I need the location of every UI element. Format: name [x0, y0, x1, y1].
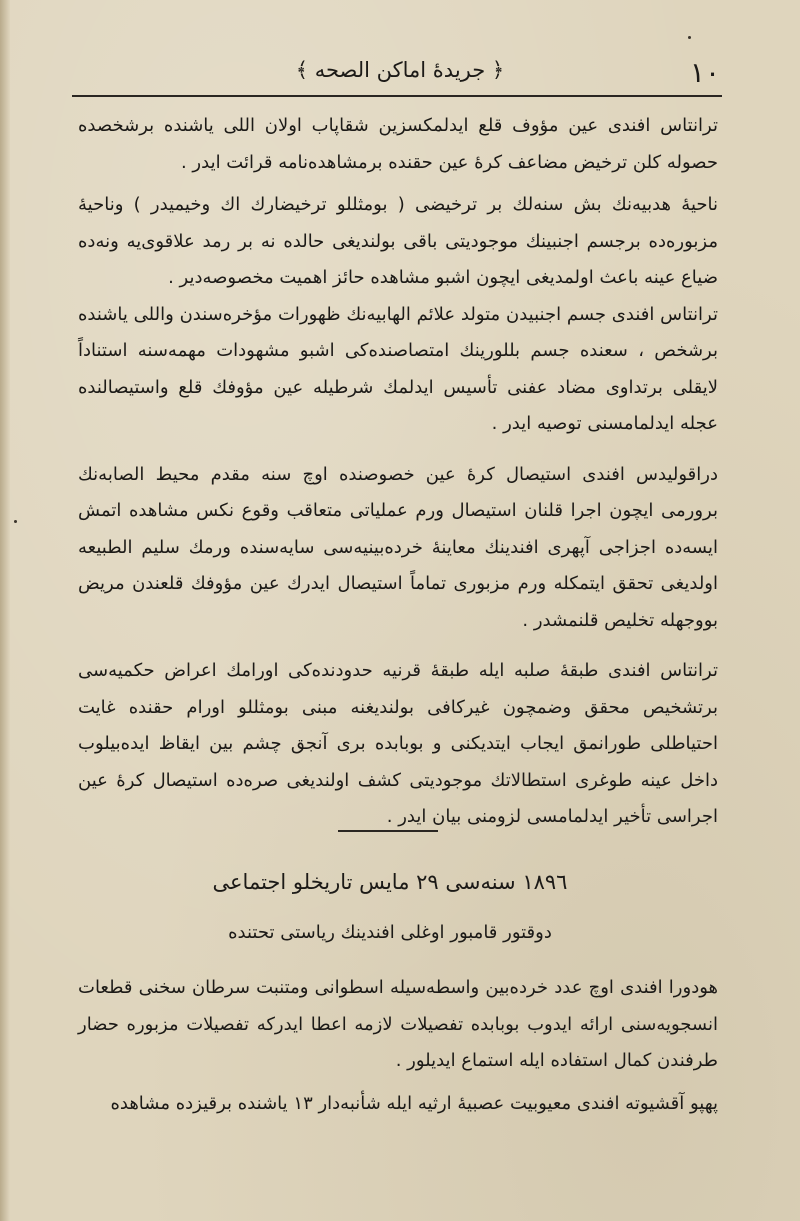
section-subtitle: دوقتور قامبور اوغلی افندینك ریاستی تحتنده — [228, 922, 552, 943]
body-text-lower — [78, 970, 718, 1122]
running-title: ﴿ جريدهٔ اماکن الصحه ﴾ — [295, 58, 505, 82]
paragraph-2: ناحیهٔ هدبیه‌نك بش سنه‌لك بر ترخیضی ( بومثللو ترخیضارك اك وخیمیدر ) وناحیهٔ مزبوره‌ده برجسم اجنبینك موجودیتی باقی بولندیغی حالده نه بر رمد علاقوی‌یه ونه‌ده ضیاع عینه باعث اولمدیغی ایچون اشبو مشاهده حائز اهمیت مخصوصه‌دیر . — [78, 194, 718, 288]
body-text-upper — [78, 108, 718, 836]
header-rule — [72, 95, 722, 97]
paragraph-7: پهپو آقشیوته افندی معیوبیت عصبیهٔ ارثیه ایله شأنبه‌دار ١٣ یاشنده برقیزده مشاهده — [110, 1092, 718, 1114]
paragraph-3: ترانتاس افندی جسم اجنبیدن متولد علائم الهابیه‌نك ظهورات مؤخره‌سندن واللی یاشنده برشخص ، سعنده جسم بللورینك امتصاصنده‌کی اشبو مشهودات مهمه‌سنه استناداً لایقلی برتداوی مضاد عفنی تأسیس ایدلمك شرطیله عین مؤوفك قلع واستیصالنده عجله ایدلمامسنی توصیه ایدر . — [78, 303, 718, 434]
paragraph-6: هودورا افندی اوچ عدد خرده‌بین واسطه‌سیله اسطوانی ومتنبت سرطان سخنی قطعات انسجویه‌سنی ارائه ایدوب بوبابده تفصیلات لازمه اعطا ایدرکه تفصیلات مزبوره حضار طرفندن کمال استفاده ایله استماع ایدیلور . — [78, 977, 718, 1071]
paragraph-1: ترانتاس افندی عین مؤوف قلع ایدلمکسزین شقاپاب اولان اللی یاشنده برشخصده حصوله کلن ترخیض مضاعف کرهٔ عین حقنده برمشاهده‌نامه قرائت ایدر . — [78, 115, 718, 173]
section-title: ١٨٩٦ سنه‌سی ٢٩ مایس تاریخلو اجتماعی — [212, 870, 568, 894]
page-spine-shadow — [0, 0, 10, 1221]
page-number: ١٠ — [689, 56, 720, 89]
paper-speck — [14, 520, 17, 523]
section-divider — [338, 830, 438, 832]
page-header — [60, 52, 720, 92]
paragraph-5: ترانتاس افندی طبقهٔ صلبه ایله طبقهٔ قرنیه حدودنده‌کی اورامك اعراض حکمیه‌سی برتشخیص محقق وضمچون غیرکافی بولندیغنه مبنی بومثللو اورام حقنده غایت احتیاطلی طورانمق ایجاب ایتدیکنی و بوبابده بری آنجق چشم بین ایقاظ ایده‌بیلوب داخل عینه طوغری استطالاتك موجودیتی کشف اولندیغی صره‌ده استیصال کرهٔ عین اجراسی تأخیر ایدلمامسی لزومنی بیان ایدر . — [78, 660, 718, 827]
paragraph-4: دراقولیدس افندی استیصال کرهٔ عین خصوصنده اوچ سنه مقدم محیط الصابه‌نك برورمی ایچون اجرا قلنان استیصال ورم عملیاتی متعاقب وقوع نکس مشاهده اتمش ایسه‌ده اجزاجی آپهری افندینك معاینهٔ خرده‌بینیه‌سی سایه‌سنده ورمك سلیم الطبیعه اولدیغی تحقق ایتمکله ورم مزبوری تماماً استیصال ایدرك عین مؤوفك قلعندن مریض بووجهله تخلیص قلنمشدر . — [78, 463, 718, 631]
paper-speck — [688, 36, 691, 39]
